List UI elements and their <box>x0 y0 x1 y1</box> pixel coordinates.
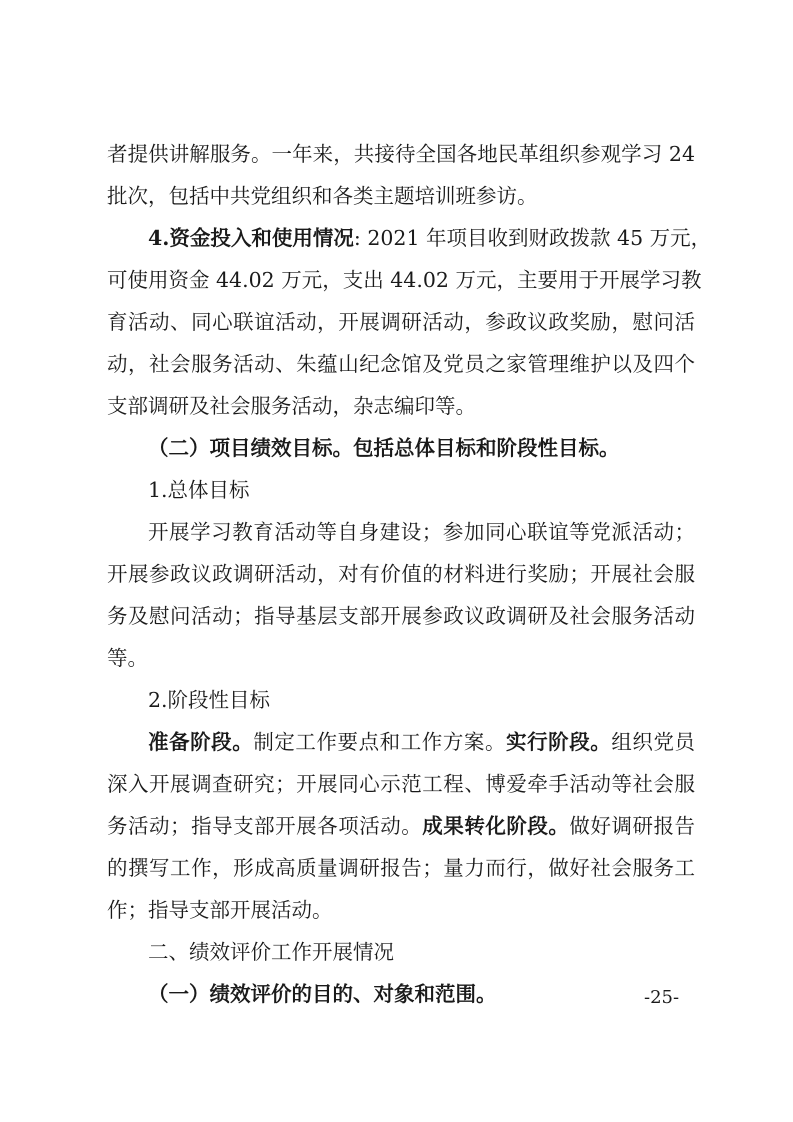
section-heading-funds: 4.资金投入和使用情况 <box>148 226 354 250</box>
paragraph-line: 等。 <box>107 646 148 670</box>
paragraph-line: 者提供讲解服务。一年来，共接待全国各地民革组织参观学习 24 <box>107 142 695 166</box>
paragraph-line: 作；指导支部开展活动。 <box>107 898 333 922</box>
subheading: 1.总体目标 <box>148 478 250 502</box>
paragraph-line: 批次，包括中共党组织和各类主题培训班参访。 <box>107 184 538 208</box>
paragraph-line: 深入开展调查研究；开展同心示范工程、博爱牵手活动等社会服 <box>107 772 695 796</box>
paragraph-line: 务活动；指导支部开展各项活动。成果转化阶段。做好调研报告 <box>107 814 696 838</box>
paragraph-line: 开展学习教育活动等自身建设；参加同心联谊等党派活动； <box>148 520 695 544</box>
paragraph-line: 支部调研及社会服务活动，杂志编印等。 <box>107 394 476 418</box>
paragraph-line: 务及慰问活动；指导基层支部开展参政议政调研及社会服务活动 <box>107 604 695 628</box>
section-heading: （二）项目绩效目标。包括总体目标和阶段性目标。 <box>148 436 620 460</box>
paragraph-line: 开展参政议政调研活动，对有价值的材料进行奖励；开展社会服 <box>107 562 695 586</box>
stage-label-results: 成果转化阶段。 <box>422 814 570 838</box>
paragraph-line: 4.资金投入和使用情况: 2021 年项目收到财政拨款 45 万元， <box>148 226 712 250</box>
page-number: -25- <box>644 987 680 1008</box>
paragraph-line: 育活动、同心联谊活动，开展调研活动，参政议政奖励，慰问活 <box>107 310 695 334</box>
paragraph-line: 准备阶段。制定工作要点和工作方案。实行阶段。组织党员 <box>148 730 696 754</box>
stage-label-implementation: 实行阶段。 <box>506 730 612 754</box>
paragraph-line: 可使用资金 44.02 万元，支出 44.02 万元，主要用于开展学习教 <box>107 268 702 292</box>
paragraph-line: 动，社会服务活动、朱蕴山纪念馆及党员之家管理维护以及四个 <box>107 352 695 376</box>
paragraph-line: 的撰写工作，形成高质量调研报告；量力而行，做好社会服务工 <box>107 856 695 880</box>
section-heading: （一）绩效评价的目的、对象和范围。 <box>148 982 497 1006</box>
subheading: 2.阶段性目标 <box>148 688 271 712</box>
stage-label-preparation: 准备阶段。 <box>148 730 254 754</box>
chapter-heading: 二、绩效评价工作开展情况 <box>148 940 394 964</box>
